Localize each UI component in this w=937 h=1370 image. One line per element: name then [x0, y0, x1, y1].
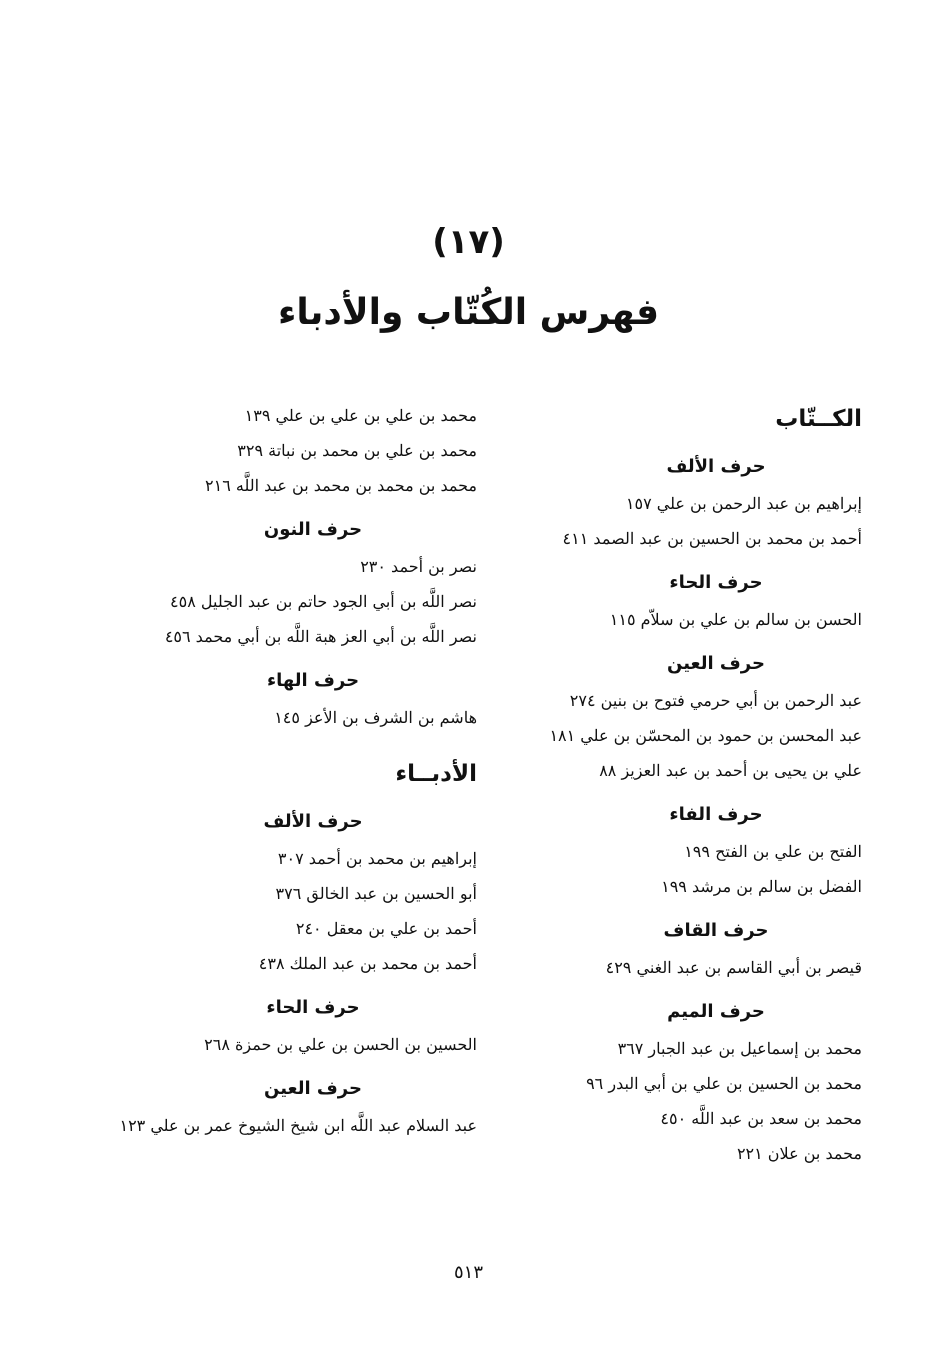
index-entry: نصر اللَّه بن أبي الجود حاتم بن عبد الجليل ٤٥٨ [170, 592, 477, 611]
letter-heading-haa: حرف الحاء [669, 572, 763, 593]
letter-heading-ayn: حرف العين [667, 653, 765, 674]
kuttab-column [490, 398, 862, 1171]
index-entry: محمد بن إسماعيل بن عبد الجبار ٣٦٧ [617, 1039, 862, 1058]
letter-heading-haa-end: حرف الهاء [266, 670, 360, 691]
index-entry: محمد بن الحسين بن علي بن أبي البدر ٩٦ [586, 1074, 862, 1093]
index-entry: محمد بن سعد بن عبد اللَّه ٤٥٠ [660, 1109, 862, 1128]
index-entry: نصر بن أحمد ٢٣٠ [360, 557, 477, 576]
index-entry: نصر اللَّه بن أبي العز هبة اللَّه بن أبي محمد ٤٥٦ [164, 627, 477, 646]
index-entry: عبد المحسن بن حمود بن المحسّن بن علي ١٨١ [549, 726, 862, 745]
index-entry: محمد بن علان ٢٢١ [736, 1144, 862, 1163]
letter-heading-alif: حرف الألف [263, 811, 363, 832]
index-entry: محمد بن علي بن محمد بن نباتة ٣٢٩ [237, 441, 477, 460]
index-entry: محمد بن محمد بن محمد بن عبد اللَّه ٢١٦ [205, 476, 477, 495]
page-title: فهرس الكُتّاب والأدباء [277, 292, 660, 333]
letter-heading-ayn: حرف العين [264, 1078, 362, 1099]
index-entry: إبراهيم بن عبد الرحمن بن علي ١٥٧ [625, 494, 862, 513]
letter-heading-mim: حرف الميم [667, 1001, 765, 1022]
letter-heading-haa: حرف الحاء [266, 997, 360, 1018]
index-entry: عبد الرحمن بن أبي حرمي فتوح بن بنين ٢٧٤ [569, 691, 862, 710]
index-entry: الفتح بن علي بن الفتح ١٩٩ [684, 842, 862, 861]
letter-heading-qaf: حرف القاف [663, 920, 769, 941]
index-entry: قيصر بن أبي القاسم بن عبد الغني ٤٢٩ [605, 958, 862, 977]
letter-heading-nun: حرف النون [263, 519, 363, 540]
index-entry: هاشم بن الشرف بن الأعز ١٤٥ [274, 708, 477, 727]
index-entry: علي بن يحيى بن أحمد بن عبد العزيز ٨٨ [599, 761, 862, 780]
index-entry: الفضل بن سالم بن مرشد ١٩٩ [661, 877, 862, 896]
index-entry: إبراهيم بن محمد بن أحمد ٣٠٧ [277, 849, 477, 868]
index-entry: الحسن بن سالم بن علي بن سلاّم ١١٥ [609, 610, 862, 629]
letter-heading-faa: حرف الفاء [669, 804, 763, 825]
kuttab-heading: الكــتّاب [775, 406, 862, 432]
page-number: ٥١٣ [453, 1262, 483, 1283]
index-entry: محمد بن علي بن علي بن علي ١٣٩ [244, 406, 477, 425]
letter-heading-alif: حرف الألف [666, 456, 766, 477]
index-entry: عبد السلام عبد اللَّه ابن شيخ الشيوخ عمر بن علي ١٢٣ [119, 1116, 477, 1135]
section-number: (١٧) [432, 222, 505, 262]
index-entry: أحمد بن محمد بن الحسين بن عبد الصمد ٤١١ [562, 529, 862, 548]
index-entry: أحمد بن علي بن معقل ٢٤٠ [295, 919, 477, 938]
index-entry: أحمد بن محمد بن عبد الملك ٤٣٨ [258, 954, 477, 973]
udaba-column [109, 398, 477, 1143]
index-entry: أبو الحسين بن عبد الخالق ٣٧٦ [275, 884, 477, 903]
udaba-heading: الأدبــاء [395, 761, 477, 787]
index-entry: الحسين بن الحسن بن علي بن حمزة ٢٦٨ [204, 1035, 477, 1054]
